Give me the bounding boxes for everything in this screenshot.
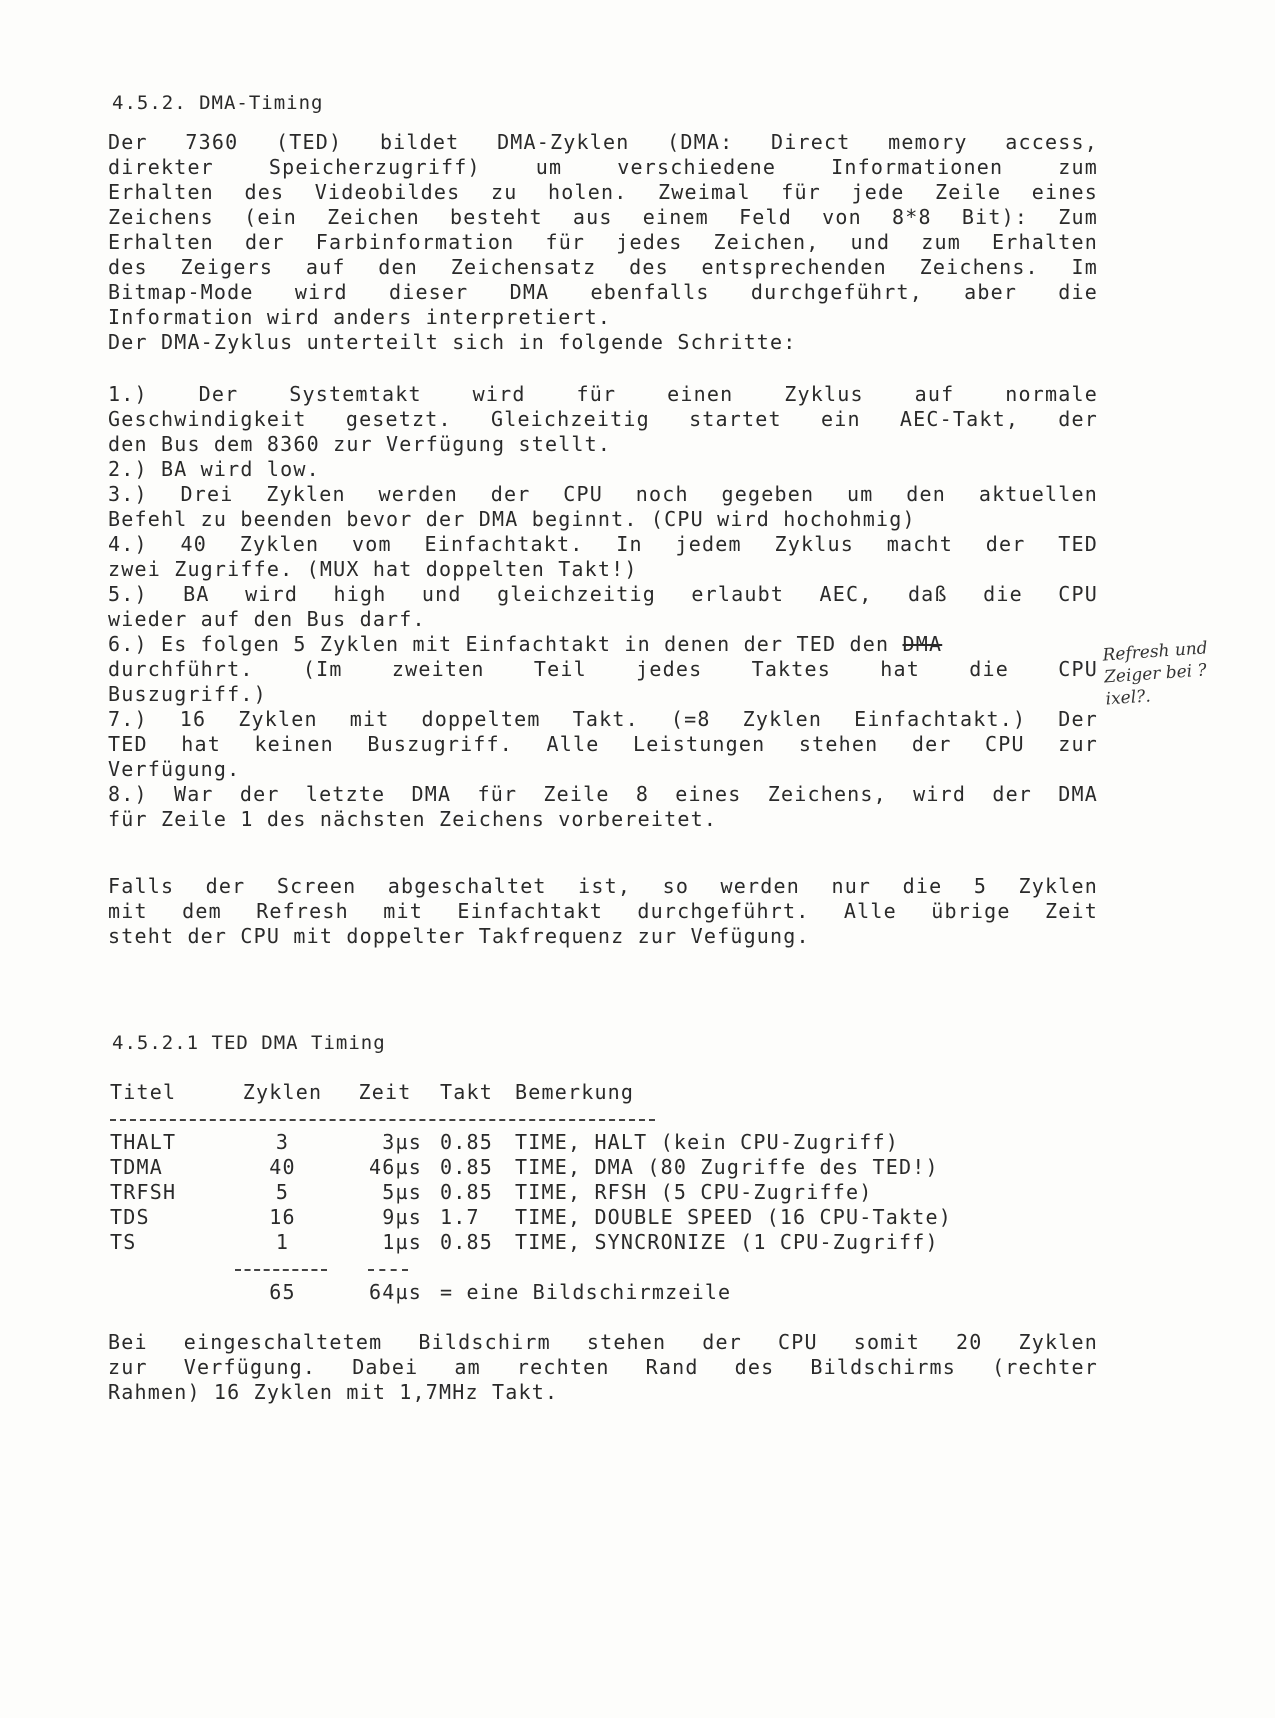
table-cell: TIME, RFSH (5 CPU-Zugriffe) — [515, 1180, 873, 1204]
struck-word: DMA — [902, 632, 943, 656]
handwritten-note: Refresh und Zeiger bei ?ixel?. — [1101, 638, 1209, 710]
table-row — [110, 1155, 1035, 1180]
sum-time: 64µs — [369, 1280, 422, 1304]
timing-table — [110, 1080, 1035, 1305]
text-line: Erhalten der Farbinformation für jedes Zeichen, und zum Erhalten — [108, 230, 1098, 254]
text-line: Bei eingeschaltetem Bildschirm stehen der CPU somit 20 Zyklen — [108, 1330, 1098, 1354]
dashed-rule — [235, 1269, 327, 1271]
text-line: Information wird anders interpretiert. — [108, 305, 612, 329]
step-line: Buszugriff.) — [108, 682, 267, 706]
table-cell: 5µs — [382, 1180, 422, 1204]
text-line: Zeichens (ein Zeichen besteht aus einem Feld von 8*8 Bit): Zum — [108, 205, 1098, 229]
step-line: wieder auf den Bus darf. — [108, 607, 426, 631]
screen-off-paragraph — [108, 874, 1098, 949]
sum-row — [110, 1280, 1035, 1305]
steps-list — [108, 382, 1098, 832]
text-line: mit dem Refresh mit Einfachtakt durchgeführt. Alle übrige Zeit — [108, 899, 1098, 923]
step-line: 5.) BA wird high und gleichzeitig erlaubt AEC, daß die CPU — [108, 582, 1098, 606]
step-line: 4.) 40 Zyklen vom Einfachtakt. In jedem Zyklus macht der TED — [108, 532, 1098, 556]
step-line: Befehl zu beenden bevor der DMA beginnt. (CPU wird hochohmig) — [108, 507, 916, 531]
text-line: Der 7360 (TED) bildet DMA-Zyklen (DMA: Direct memory access, — [108, 130, 1098, 154]
table-cell: TS — [110, 1230, 137, 1254]
header-rule — [110, 1105, 1035, 1130]
text-line: Rahmen) 16 Zyklen mit 1,7MHz Takt. — [108, 1380, 559, 1404]
table-cell: 0.85 — [440, 1180, 493, 1204]
text-line: zur Verfügung. Dabei am rechten Rand des Bildschirms (rechter — [108, 1355, 1098, 1379]
step-line: den Bus dem 8360 zur Verfügung stellt. — [108, 432, 612, 456]
closing-paragraph — [108, 1330, 1098, 1405]
step-line — [108, 632, 1098, 657]
step-line: 1.) Der Systemtakt wird für einen Zyklus auf normale — [108, 382, 1098, 406]
step-line: Verfügung. — [108, 757, 241, 781]
text-line: direkter Speicherzugriff) um verschiedene Informationen zum — [108, 155, 1098, 179]
step-line: 8.) War der letzte DMA für Zeile 8 eines Zeichens, wird der DMA — [108, 782, 1098, 806]
step-line: durchführt. (Im zweiten Teil jedes Taktes hat die CPU — [108, 657, 1098, 681]
table-cell: 0.85 — [440, 1155, 493, 1179]
text-line: des Zeigers auf den Zeichensatz des entsprechenden Zeichens. Im — [108, 255, 1098, 279]
table-row — [110, 1130, 1035, 1155]
column-header: Titel — [110, 1080, 177, 1104]
step-line: 7.) 16 Zyklen mit doppeltem Takt. (=8 Zyklen Einfachtakt.) Der — [108, 707, 1098, 731]
table-cell: 5 — [275, 1180, 290, 1204]
table-cell: TRFSH — [110, 1180, 177, 1204]
text-line: Erhalten des Videobildes zu holen. Zweimal für jede Zeile eines — [108, 180, 1098, 204]
table-row — [110, 1205, 1035, 1230]
step-line: 3.) Drei Zyklen werden der CPU noch gegeben um den aktuellen — [108, 482, 1098, 506]
table-cell: 1µs — [382, 1230, 422, 1254]
sum-rule — [110, 1255, 1035, 1280]
text-line: Der DMA-Zyklus unterteilt sich in folgende Schritte: — [108, 330, 797, 354]
intro-paragraph — [108, 130, 1098, 355]
column-header: Zyklen — [242, 1080, 323, 1104]
table-cell: 46µs — [369, 1155, 422, 1179]
table-cell: 0.85 — [440, 1130, 493, 1154]
dashed-rule — [368, 1269, 408, 1271]
table-row — [110, 1230, 1035, 1255]
table-cell: TIME, HALT (kein CPU-Zugriff) — [515, 1130, 899, 1154]
table-cell: THALT — [110, 1130, 177, 1154]
sum-note: = eine Bildschirmzeile — [440, 1280, 732, 1304]
table-cell: TDMA — [110, 1155, 163, 1179]
column-header: Zeit — [358, 1080, 412, 1104]
step-line: für Zeile 1 des nächsten Zeichens vorbereitet. — [108, 807, 718, 831]
table-cell: TIME, SYNCRONIZE (1 CPU-Zugriff) — [515, 1230, 939, 1254]
subsection-title: 4.5.2.1 TED DMA Timing — [112, 1032, 386, 1054]
table-cell: 3µs — [382, 1130, 422, 1154]
table-row — [110, 1180, 1035, 1205]
table-cell: TDS — [110, 1205, 150, 1229]
table-cell: 3 — [275, 1130, 290, 1154]
table-cell: 0.85 — [440, 1230, 493, 1254]
sum-cycles: 65 — [269, 1280, 296, 1304]
table-header-row — [110, 1080, 1035, 1105]
table-cell: 9µs — [382, 1205, 422, 1229]
text-line: steht der CPU mit doppelter Takfrequenz zur Vefügung. — [108, 924, 810, 948]
step-line: 2.) BA wird low. — [108, 457, 320, 481]
step-line: TED hat keinen Buszugriff. Alle Leistungen stehen der CPU zur — [108, 732, 1098, 756]
table-cell: 16 — [269, 1205, 296, 1229]
table-cell: 1.7 — [440, 1205, 480, 1229]
table-cell: 40 — [269, 1155, 296, 1179]
dashed-rule — [110, 1119, 655, 1121]
table-cell: TIME, DMA (80 Zugriffe des TED!) — [515, 1155, 939, 1179]
step-line: Geschwindigkeit gesetzt. Gleichzeitig startet ein AEC-Takt, der — [108, 407, 1098, 431]
column-header: Takt — [440, 1080, 493, 1104]
table-cell: TIME, DOUBLE SPEED (16 CPU-Takte) — [515, 1205, 952, 1229]
table-cell: 1 — [275, 1230, 290, 1254]
step-6-text: 6.) Es folgen 5 Zyklen mit Einfachtakt in denen der TED den — [108, 632, 890, 656]
text-line: Falls der Screen abgeschaltet ist, so werden nur die 5 Zyklen — [108, 874, 1098, 898]
section-title: 4.5.2. DMA-Timing — [112, 92, 324, 114]
column-header: Bemerkung — [515, 1080, 635, 1104]
text-line: Bitmap-Mode wird dieser DMA ebenfalls durchgeführt, aber die — [108, 280, 1098, 304]
step-line: zwei Zugriffe. (MUX hat doppelten Takt!) — [108, 557, 638, 581]
